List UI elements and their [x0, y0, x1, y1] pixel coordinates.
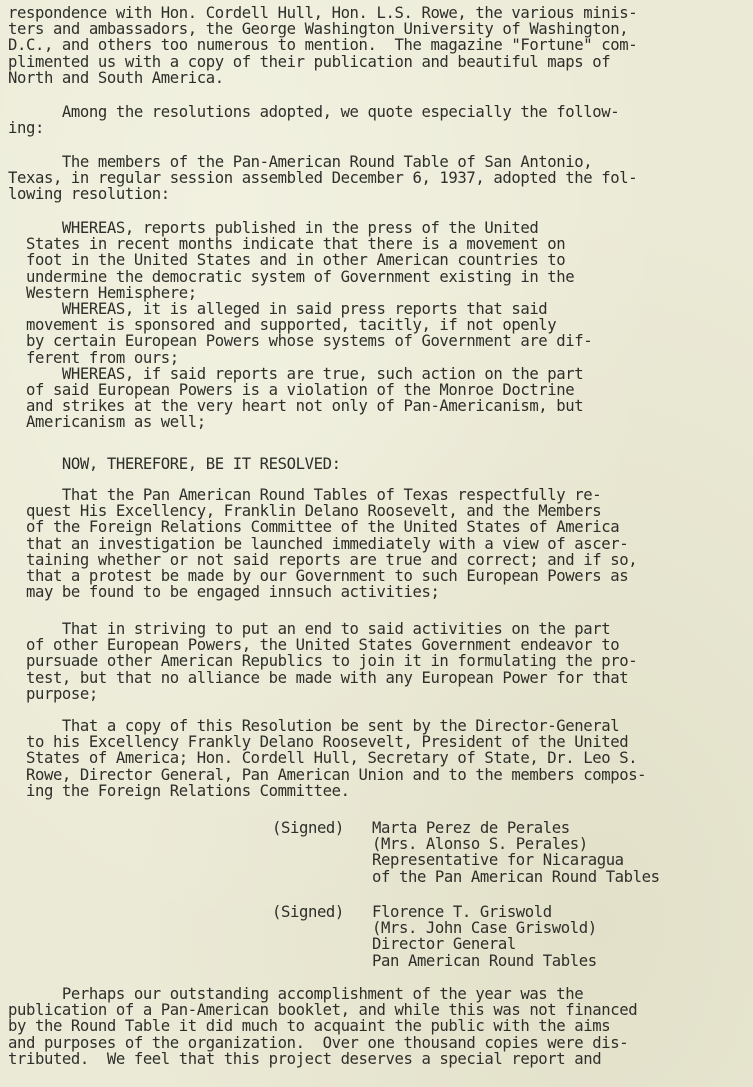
text-line: That a copy of this Resolution be sent by the Director-General	[8, 717, 620, 735]
text-line: test, but that no alliance be made with any European Power for that	[8, 668, 629, 687]
text-line: The members of the Pan-American Round Table of San Antonio,	[8, 153, 593, 171]
text-line: taining whether or not said reports are true and correct; and if so,	[8, 550, 638, 569]
text-line: of the Foreign Relations Committee of the United States of America	[8, 518, 620, 537]
text-line: tributed. We feel that this project deserves a special report and	[8, 1049, 602, 1068]
text-line: WHEREAS, reports published in the press of the United	[8, 219, 539, 237]
signature-label-perales: (Signed)	[272, 819, 344, 837]
paragraph-now-therefore	[8, 456, 341, 472]
text-line: lowing resolution:	[8, 185, 170, 204]
text-line: foot in the United States and in other American countries to	[8, 251, 566, 270]
text-line: quest His Excellency, Franklin Delano Roosevelt, and the Members	[8, 502, 602, 521]
paragraph-whereas-clauses	[8, 220, 592, 431]
text-line: WHEREAS, it is alleged in said press reports that said	[8, 300, 548, 319]
text-line: Marta Perez de Perales	[372, 819, 570, 837]
paragraph-resolved-copy	[8, 718, 646, 799]
text-line: D.C., and others too numerous to mention. The magazine "Fortune" com-	[8, 36, 638, 55]
text-line: States of America; Hon. Cordell Hull, Secretary of State, Dr. Leo S.	[8, 749, 638, 768]
paragraph-booklet	[8, 986, 637, 1067]
text-line: ing:	[8, 119, 44, 138]
text-line: Florence T. Griswold	[372, 903, 552, 921]
text-line: That in striving to put an end to said activities on the part	[8, 620, 611, 638]
text-line: respondence with Hon. Cordell Hull, Hon. L.S. Rowe, the various minis-	[8, 4, 638, 22]
text-line: by the Round Table it did much to acquaint the public with the aims	[8, 1017, 611, 1036]
text-line: (Mrs. Alonso S. Perales)	[372, 835, 588, 854]
text-line: Americanism as well;	[8, 413, 206, 432]
text-line: Western Hemisphere;	[8, 283, 197, 302]
text-line: may be found to be engaged innsuch activities;	[8, 583, 440, 602]
signature-label-griswold: (Signed)	[272, 903, 344, 921]
paragraph-members-session	[8, 154, 637, 203]
text-line: Rowe, Director General, Pan American Union and to the members compos-	[8, 765, 647, 784]
text-line: NOW, THEREFORE, BE IT RESOLVED:	[8, 455, 341, 473]
text-line: ing the Foreign Relations Committee.	[8, 781, 350, 800]
text-line: ters and ambassadors, the George Washington University of Washington,	[8, 20, 629, 39]
text-line: North and South America.	[8, 68, 224, 87]
text-line: (Mrs. John Case Griswold)	[372, 919, 597, 938]
text-line: WHEREAS, if said reports are true, such action on the part	[8, 364, 584, 383]
text-line: that an investigation be launched immediately with a view of ascer-	[8, 534, 629, 553]
text-line: and strikes at the very heart not only of Pan-Americanism, but	[8, 397, 584, 416]
text-line: plimented us with a copy of their publication and beautiful maps of	[8, 52, 611, 71]
text-line: Among the resolutions adopted, we quote especially the follow-	[8, 103, 620, 121]
text-line: Representative for Nicaragua	[372, 851, 624, 870]
text-line: Perhaps our outstanding accomplishment of the year was the	[8, 985, 584, 1003]
paragraph-resolved-republics	[8, 621, 637, 702]
text-line: publication of a Pan-American booklet, and while this was not financed	[8, 1001, 638, 1020]
signature-block-perales	[372, 820, 660, 885]
paragraph-resolved-investigation	[8, 487, 637, 600]
text-line: undermine the democratic system of Government existing in the	[8, 267, 575, 286]
text-line: purpose;	[8, 684, 98, 703]
text-line: of the Pan American Round Tables	[372, 867, 660, 886]
text-line: of said European Powers is a violation of the Monroe Doctrine	[8, 381, 575, 400]
paragraph-correspondence	[8, 5, 637, 86]
text-line: States in recent months indicate that there is a movement on	[8, 235, 566, 254]
text-line: that a protest be made by our Government to such European Powers as	[8, 567, 629, 586]
text-line: pursuade other American Republics to join it in formulating the pro-	[8, 652, 638, 671]
signature-block-griswold	[372, 904, 597, 969]
text-line: ferent from ours;	[8, 348, 179, 367]
text-line: Director General	[372, 935, 516, 954]
text-line: Pan American Round Tables	[372, 951, 597, 970]
text-line: Texas, in regular session assembled December 6, 1937, adopted the fol-	[8, 169, 638, 188]
text-line: by certain European Powers whose systems of Government are dif-	[8, 332, 593, 351]
paragraph-resolutions-intro	[8, 104, 619, 136]
text-line: to his Excellency Frankly Delano Roosevelt, President of the United	[8, 733, 629, 752]
text-line: and purposes of the organization. Over one thousand copies were dis-	[8, 1033, 629, 1052]
text-line: of other European Powers, the United States Government endeavor to	[8, 636, 620, 655]
text-line: That the Pan American Round Tables of Texas respectfully re-	[8, 486, 602, 504]
text-line: movement is sponsored and supported, tacitly, if not openly	[8, 316, 557, 335]
